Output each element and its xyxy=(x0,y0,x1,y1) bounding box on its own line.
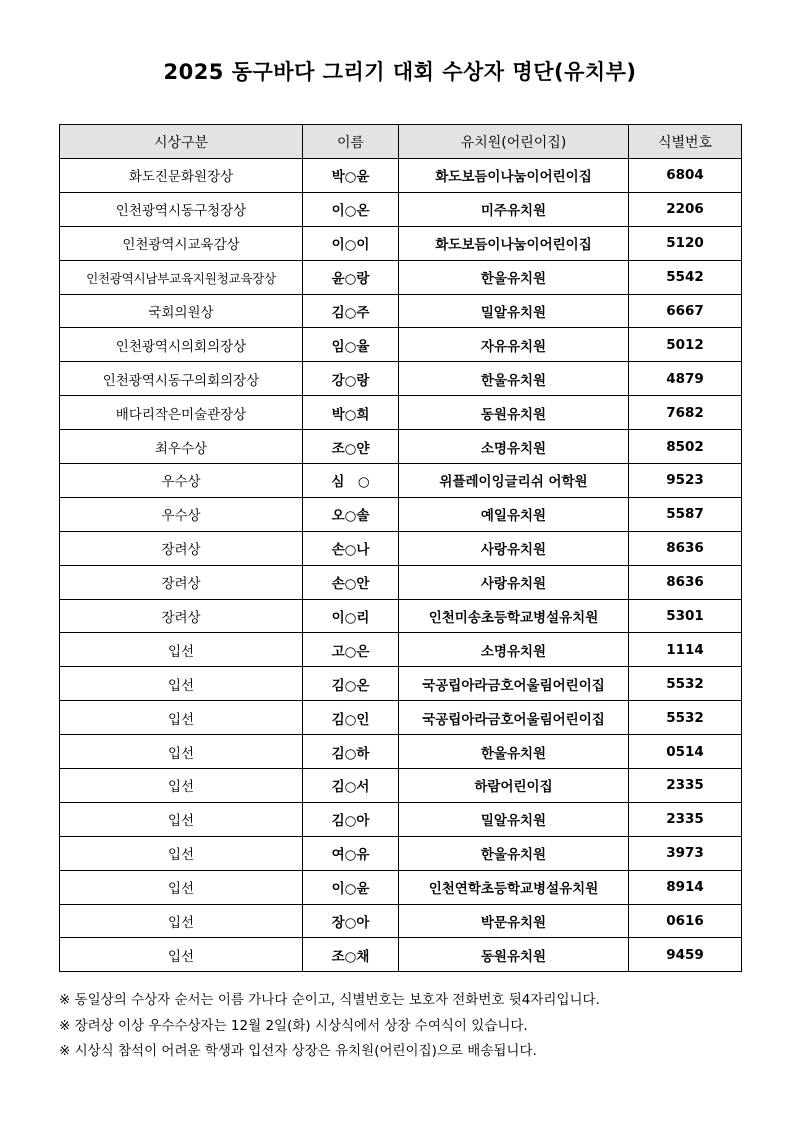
award-cell: 우수상 xyxy=(60,464,303,498)
school-cell: 미주유치원 xyxy=(399,192,629,226)
table-row xyxy=(60,667,742,701)
award-cell: 우수상 xyxy=(60,497,303,531)
table-body xyxy=(60,159,742,972)
id-cell: 5587 xyxy=(629,497,742,531)
award-cell: 입선 xyxy=(60,802,303,836)
table-row xyxy=(60,159,742,193)
table-row xyxy=(60,430,742,464)
school-cell: 소명유치원 xyxy=(399,430,629,464)
school-cell: 소명유치원 xyxy=(399,633,629,667)
name-cell: 김○아 xyxy=(303,802,399,836)
school-cell: 하람어린이집 xyxy=(399,769,629,803)
award-cell: 장려상 xyxy=(60,531,303,565)
table-row xyxy=(60,565,742,599)
header-school: 유치원(어린이집) xyxy=(399,125,629,159)
school-cell: 국공립아라금호어울림어린이집 xyxy=(399,701,629,735)
school-cell: 동원유치원 xyxy=(399,396,629,430)
id-cell: 6804 xyxy=(629,159,742,193)
school-cell: 인천연학초등학교병설유치원 xyxy=(399,870,629,904)
table-row xyxy=(60,531,742,565)
award-cell: 장려상 xyxy=(60,599,303,633)
name-cell: 손○나 xyxy=(303,531,399,565)
header-name: 이름 xyxy=(303,125,399,159)
award-cell: 장려상 xyxy=(60,565,303,599)
table-row xyxy=(60,904,742,938)
id-cell: 2335 xyxy=(629,769,742,803)
table-row xyxy=(60,938,742,972)
school-cell: 한울유치원 xyxy=(399,735,629,769)
name-cell: 강○랑 xyxy=(303,362,399,396)
name-cell: 김○온 xyxy=(303,667,399,701)
name-cell: 김○주 xyxy=(303,294,399,328)
table-row xyxy=(60,294,742,328)
school-cell: 박문유치원 xyxy=(399,904,629,938)
note-delivery: ※ 시상식 참석이 어려운 학생과 입선자 상장은 유치원(어린이집)으로 배송됩니다. xyxy=(59,1043,537,1059)
school-cell: 밀알유치원 xyxy=(399,802,629,836)
id-cell: 4879 xyxy=(629,362,742,396)
id-cell: 6667 xyxy=(629,294,742,328)
school-cell: 인천미송초등학교병설유치원 xyxy=(399,599,629,633)
name-cell: 박○희 xyxy=(303,396,399,430)
table-row xyxy=(60,396,742,430)
winners-table xyxy=(59,124,742,972)
award-cell: 인천광역시교육감상 xyxy=(60,226,303,260)
table-row xyxy=(60,802,742,836)
award-cell: 입선 xyxy=(60,769,303,803)
award-cell: 인천광역시남부교육지원청교육장상 xyxy=(60,260,303,294)
award-cell: 인천광역시동구청장상 xyxy=(60,192,303,226)
table-row xyxy=(60,633,742,667)
table-row xyxy=(60,464,742,498)
award-cell: 국회의원상 xyxy=(60,294,303,328)
award-cell: 최우수상 xyxy=(60,430,303,464)
id-cell: 5532 xyxy=(629,701,742,735)
id-cell: 5012 xyxy=(629,328,742,362)
table-row xyxy=(60,362,742,396)
school-cell: 화도보듬이나눔이어린이집 xyxy=(399,159,629,193)
award-cell: 입선 xyxy=(60,701,303,735)
name-cell: 여○유 xyxy=(303,836,399,870)
school-cell: 예일유치원 xyxy=(399,497,629,531)
school-cell: 한울유치원 xyxy=(399,836,629,870)
name-cell: 임○율 xyxy=(303,328,399,362)
school-cell: 화도보듬이나눔이어린이집 xyxy=(399,226,629,260)
id-cell: 2335 xyxy=(629,802,742,836)
id-cell: 9523 xyxy=(629,464,742,498)
name-cell: 장○아 xyxy=(303,904,399,938)
id-cell: 5301 xyxy=(629,599,742,633)
name-cell: 김○하 xyxy=(303,735,399,769)
award-cell: 입선 xyxy=(60,667,303,701)
table-row xyxy=(60,870,742,904)
notes xyxy=(59,988,779,1065)
page-title: 2025 동구바다 그리기 대회 수상자 명단(유치부) xyxy=(163,60,637,84)
table-row xyxy=(60,328,742,362)
table-row xyxy=(60,769,742,803)
id-cell: 8636 xyxy=(629,565,742,599)
school-cell: 사랑유치원 xyxy=(399,565,629,599)
award-cell: 인천광역시의회의장상 xyxy=(60,328,303,362)
name-cell: 이○온 xyxy=(303,192,399,226)
table-row xyxy=(60,497,742,531)
table-header-row xyxy=(60,125,742,159)
name-cell: 김○인 xyxy=(303,701,399,735)
school-cell: 국공립아라금호어울림어린이집 xyxy=(399,667,629,701)
id-cell: 3973 xyxy=(629,836,742,870)
name-cell: 손○안 xyxy=(303,565,399,599)
id-cell: 1114 xyxy=(629,633,742,667)
table-row xyxy=(60,260,742,294)
id-cell: 7682 xyxy=(629,396,742,430)
name-cell: 윤○랑 xyxy=(303,260,399,294)
id-cell: 2206 xyxy=(629,192,742,226)
school-cell: 사랑유치원 xyxy=(399,531,629,565)
table-row xyxy=(60,701,742,735)
id-cell: 5532 xyxy=(629,667,742,701)
note-ceremony: ※ 장려상 이상 우수수상자는 12월 2일(화) 시상식에서 상장 수여식이 있습니다. xyxy=(59,1017,528,1034)
award-cell: 배다리작은미술관장상 xyxy=(60,396,303,430)
school-cell: 동원유치원 xyxy=(399,938,629,972)
id-cell: 8502 xyxy=(629,430,742,464)
name-cell: 심 ○ xyxy=(303,464,399,498)
award-cell: 인천광역시동구의회의장상 xyxy=(60,362,303,396)
table-row xyxy=(60,192,742,226)
note-order: ※ 동일상의 수상자 순서는 이름 가나다 순이고, 식별번호는 보호자 전화번호 뒷4자리입니다. xyxy=(59,992,600,1008)
name-cell: 이○리 xyxy=(303,599,399,633)
name-cell: 조○채 xyxy=(303,938,399,972)
award-cell: 입선 xyxy=(60,836,303,870)
id-cell: 0616 xyxy=(629,904,742,938)
table-row xyxy=(60,836,742,870)
school-cell: 위플레이잉글리쉬 어학원 xyxy=(399,464,629,498)
award-cell: 입선 xyxy=(60,938,303,972)
name-cell: 이○이 xyxy=(303,226,399,260)
name-cell: 김○서 xyxy=(303,769,399,803)
name-cell: 오○솔 xyxy=(303,497,399,531)
award-cell: 입선 xyxy=(60,735,303,769)
id-cell: 0514 xyxy=(629,735,742,769)
table-row xyxy=(60,599,742,633)
name-cell: 고○은 xyxy=(303,633,399,667)
id-cell: 8914 xyxy=(629,870,742,904)
name-cell: 박○윤 xyxy=(303,159,399,193)
name-cell: 이○윤 xyxy=(303,870,399,904)
award-cell: 입선 xyxy=(60,904,303,938)
school-cell: 자유유치원 xyxy=(399,328,629,362)
id-cell: 8636 xyxy=(629,531,742,565)
header-award: 시상구분 xyxy=(60,125,303,159)
id-cell: 5542 xyxy=(629,260,742,294)
award-cell: 입선 xyxy=(60,870,303,904)
id-cell: 5120 xyxy=(629,226,742,260)
header-id: 식별번호 xyxy=(629,125,742,159)
table-row xyxy=(60,226,742,260)
id-cell: 9459 xyxy=(629,938,742,972)
award-cell: 화도진문화원장상 xyxy=(60,159,303,193)
school-cell: 한울유치원 xyxy=(399,362,629,396)
award-cell: 입선 xyxy=(60,633,303,667)
name-cell: 조○얀 xyxy=(303,430,399,464)
school-cell: 한울유치원 xyxy=(399,260,629,294)
school-cell: 밀알유치원 xyxy=(399,294,629,328)
table-row xyxy=(60,735,742,769)
